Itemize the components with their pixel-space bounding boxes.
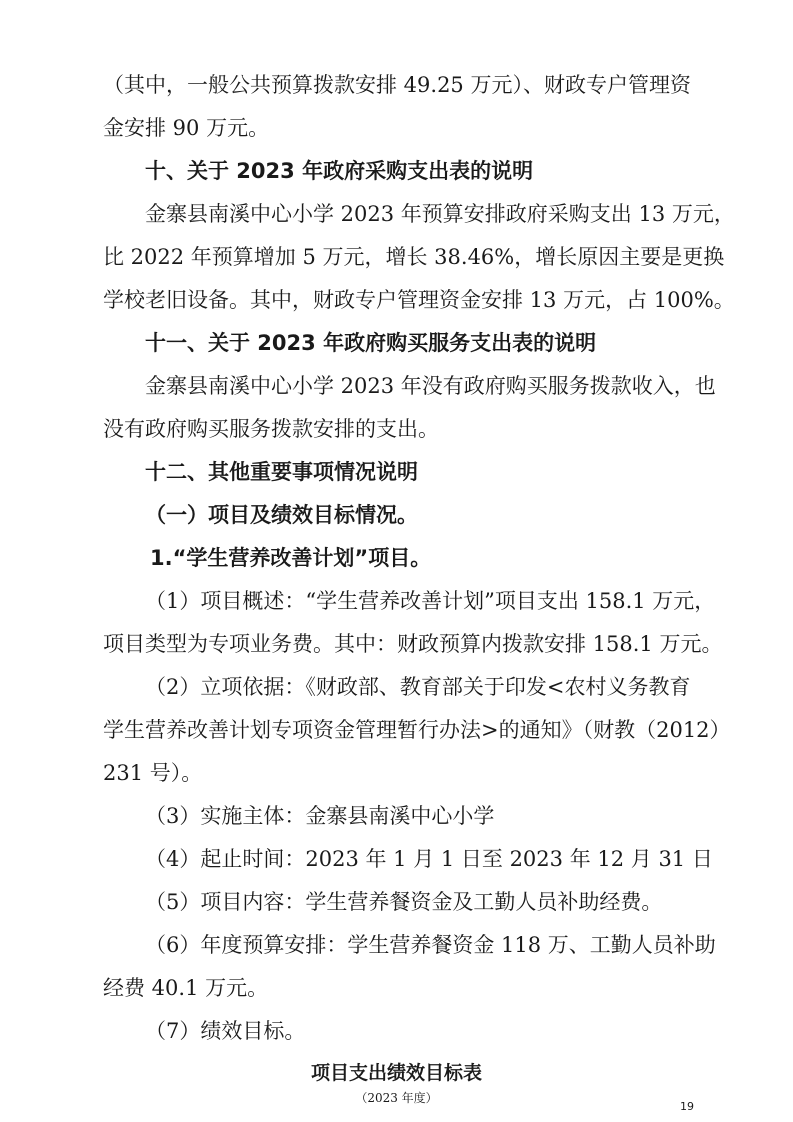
paragraph-line: 项目类型为专项业务费。其中：财政预算内拨款安排 158.1 万元。 bbox=[103, 632, 723, 656]
project-heading: 1.“学生营养改善计划”项目。 bbox=[150, 546, 432, 570]
paragraph-line: 没有政府购买服务拨款安排的支出。 bbox=[103, 417, 439, 441]
paragraph-line: 231 号）。 bbox=[103, 761, 203, 785]
paragraph-line: （6）年度预算安排：学生营养餐资金 118 万、工勤人员补助 bbox=[145, 933, 716, 957]
subsection-heading: （一）项目及绩效目标情况。 bbox=[145, 503, 418, 527]
paragraph-line: （7）绩效目标。 bbox=[145, 1019, 306, 1043]
paragraph-line: 金寨县南溪中心小学 2023 年没有政府购买服务拨款收入，也 bbox=[145, 374, 716, 398]
page-number: 19 bbox=[680, 1100, 694, 1113]
table-subcaption: （2023 年度） bbox=[355, 1091, 438, 1105]
section-heading-10: 十、关于 2023 年政府采购支出表的说明 bbox=[145, 159, 534, 183]
paragraph-line: 经费 40.1 万元。 bbox=[103, 976, 269, 1000]
paragraph-line: （1）项目概述：“学生营养改善计划”项目支出 158.1 万元， bbox=[145, 589, 716, 613]
paragraph-line: （3）实施主体：金寨县南溪中心小学 bbox=[145, 804, 495, 828]
paragraph-line: （5）项目内容：学生营养餐资金及工勤人员补助经费。 bbox=[145, 890, 663, 914]
paragraph-line: （4）起止时间：2023 年 1 月 1 日至 2023 年 12 月 31 日 bbox=[145, 847, 713, 871]
paragraph-line: （其中，一般公共预算拨款安排 49.25 万元）、财政专户管理资 bbox=[103, 73, 691, 97]
section-heading-11: 十一、关于 2023 年政府购买服务支出表的说明 bbox=[145, 331, 597, 355]
paragraph-line: 比 2022 年预算增加 5 万元，增长 38.46%，增长原因主要是更换 bbox=[103, 245, 725, 269]
section-heading-12: 十二、其他重要事项情况说明 bbox=[145, 460, 418, 484]
paragraph-line: 学生营养改善计划专项资金管理暂行办法>的通知》（财教（2012） bbox=[103, 718, 731, 742]
table-caption: 项目支出绩效目标表 bbox=[310, 1062, 482, 1084]
paragraph-line: 金安排 90 万元。 bbox=[103, 116, 270, 140]
paragraph-line: 金寨县南溪中心小学 2023 年预算安排政府采购支出 13 万元， bbox=[145, 202, 735, 226]
paragraph-line: （2）立项依据：《财政部、教育部关于印发<农村义务教育 bbox=[145, 675, 691, 699]
paragraph-line: 学校老旧设备。其中，财政专户管理资金安排 13 万元，占 100%。 bbox=[103, 288, 735, 312]
